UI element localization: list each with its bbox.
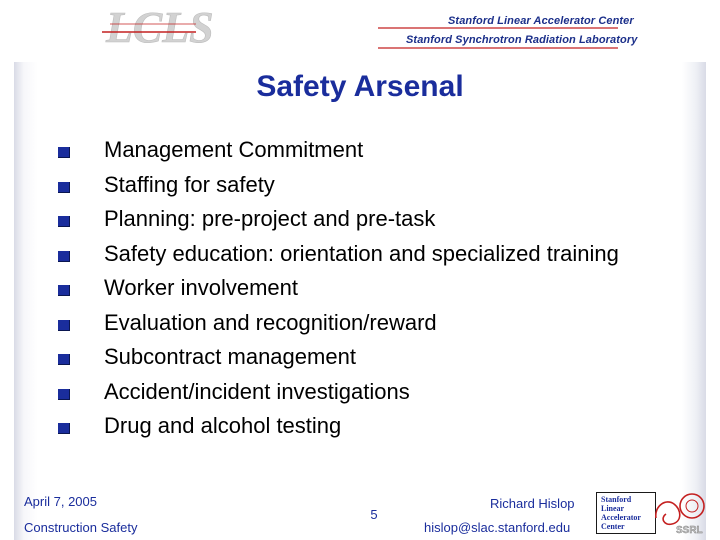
footer-course: Construction Safety — [24, 520, 138, 535]
bullet-text: Staffing for safety — [104, 171, 275, 197]
slac-logo-line: Accelerator — [601, 513, 641, 522]
square-bullet-icon — [58, 216, 70, 227]
bullet-text: Safety education: orientation and specialized training — [104, 240, 619, 266]
lab-name-slac: Stanford Linear Accelerator Center — [448, 15, 634, 27]
bullet-text: Subcontract management — [104, 344, 356, 369]
slide-title: Safety Arsenal — [256, 70, 464, 103]
lab-name-ssrl: Stanford Synchrotron Radiation Laboratory — [406, 34, 638, 46]
bullet-text: Evaluation and recognition/reward — [104, 309, 437, 335]
square-bullet-icon — [58, 182, 70, 193]
square-bullet-icon — [58, 389, 70, 400]
square-bullet-icon — [58, 285, 70, 296]
square-bullet-icon — [58, 251, 70, 262]
bullet-text: Accident/incident investigations — [104, 378, 410, 404]
bullet-text: Drug and alcohol testing — [104, 413, 342, 438]
square-bullet-icon — [58, 354, 70, 365]
page-number: 5 — [370, 507, 378, 522]
lcls-logo — [100, 3, 214, 52]
slac-logo-line: Stanford — [601, 495, 632, 504]
footer-author: Richard Hislop — [490, 496, 575, 511]
square-bullet-icon — [58, 320, 70, 331]
footer-date: April 7, 2005 — [24, 494, 97, 509]
slide-header — [0, 0, 720, 60]
slac-logo-line: Center — [601, 522, 625, 531]
slac-logo — [596, 492, 656, 534]
bullet-text: Management Commitment — [104, 137, 364, 162]
lcls-logo-text: LCLS — [106, 3, 214, 52]
ssrl-logo-text: SSRL — [676, 525, 703, 536]
square-bullet-icon — [58, 147, 70, 158]
bullet-text: Worker involvement — [104, 275, 298, 300]
ssrl-logo — [652, 488, 714, 536]
slac-logo-line: Linear — [601, 504, 625, 513]
square-bullet-icon — [58, 423, 70, 434]
footer-email: hislop@slac.stanford.edu — [424, 520, 571, 535]
bullet-text: Planning: pre-project and pre-task — [104, 206, 436, 231]
